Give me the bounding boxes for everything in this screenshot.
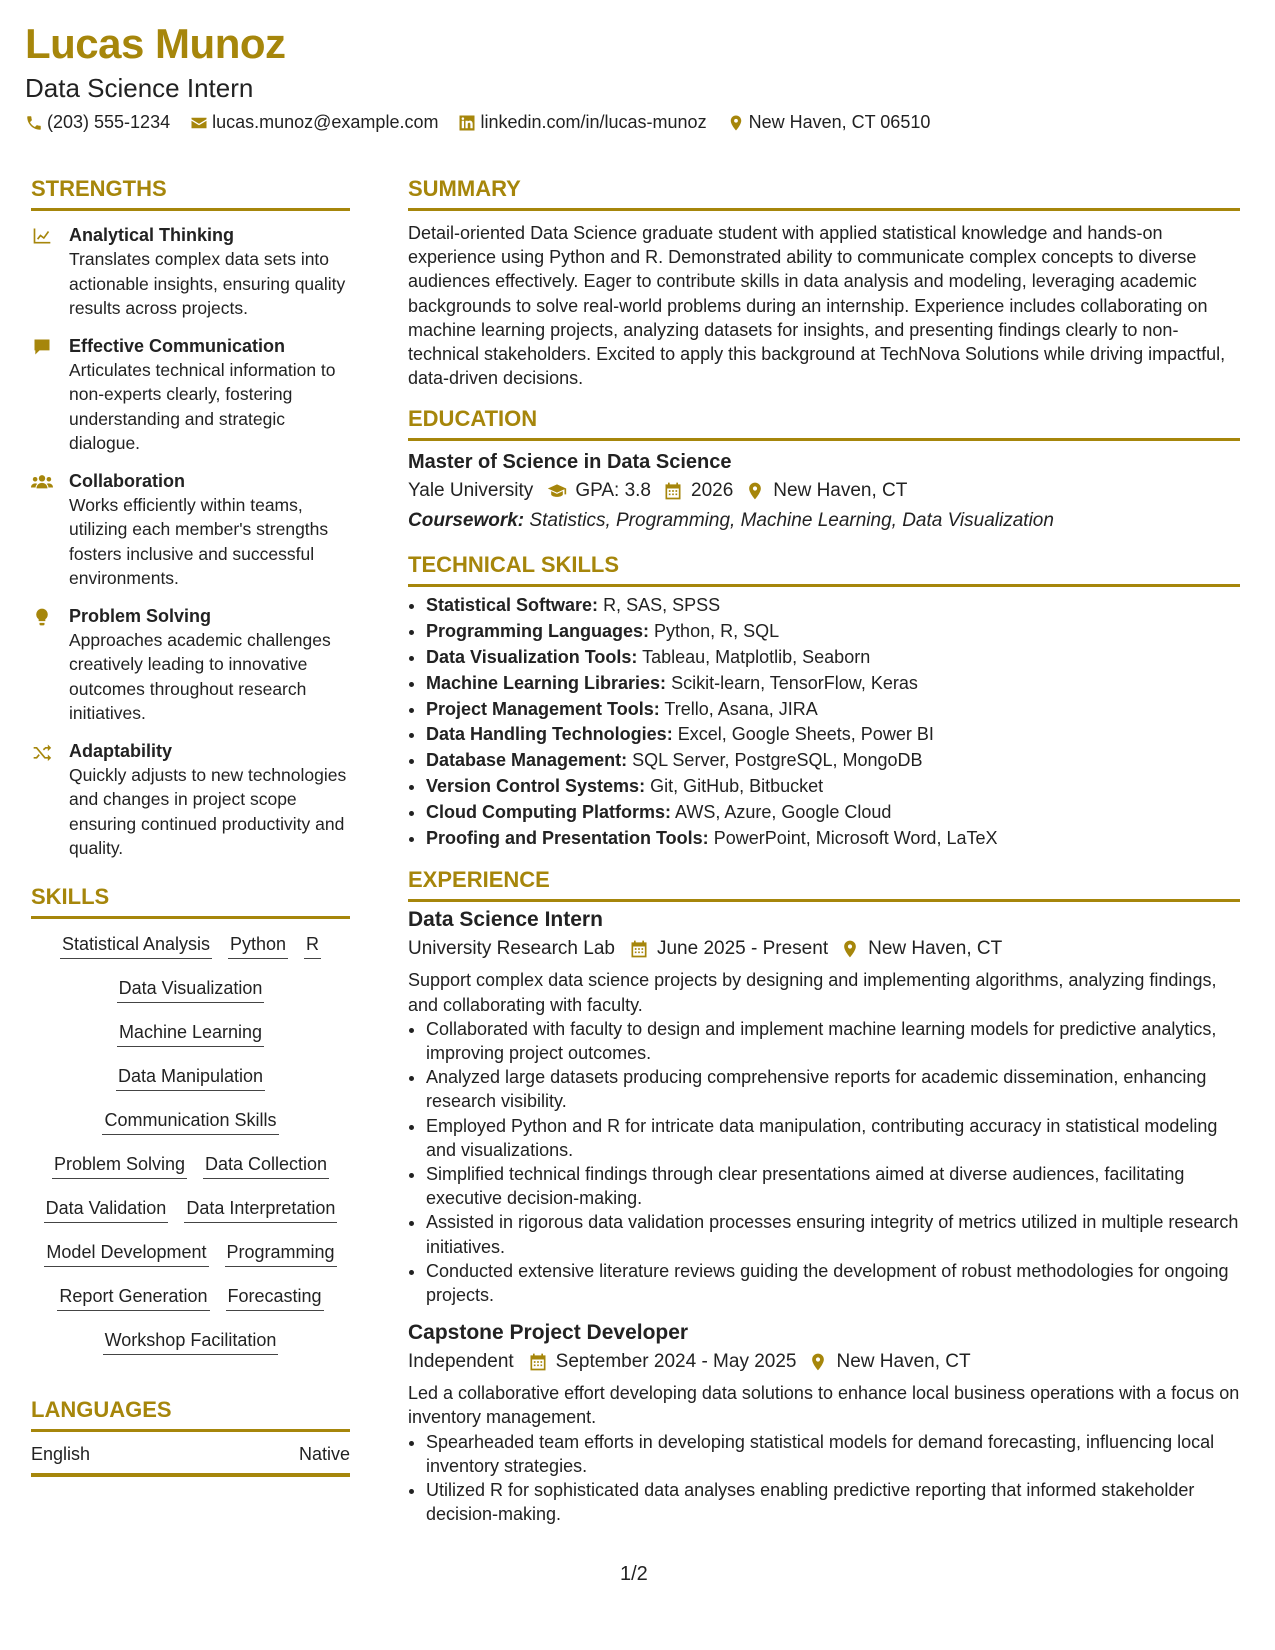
skill-value: Trello, Asana, JIRA bbox=[664, 698, 818, 719]
gpa-text: GPA: 3.8 bbox=[575, 480, 651, 502]
strengths-heading: STRENGTHS bbox=[31, 176, 350, 211]
strengths-list bbox=[31, 221, 350, 861]
skill-value: Scikit-learn, TensorFlow, Keras bbox=[671, 672, 918, 693]
skill-value: Git, GitHub, Bitbucket bbox=[650, 776, 824, 796]
contact-location bbox=[727, 112, 931, 133]
strength-desc: Articulates technical information to non-experts clearly, fostering understanding and strategic dialogue. bbox=[69, 359, 336, 453]
list-item: • Assisted in rigorous data validation processes ensuring integrity of metrics utilized in multiple research initiatives. bbox=[426, 1210, 1240, 1258]
skill-label: Project Management Tools: bbox=[426, 698, 660, 719]
skill-label: Data Handling Technologies: bbox=[426, 724, 673, 745]
job-bullets bbox=[408, 1430, 1240, 1527]
job-location: New Haven, CT bbox=[836, 1351, 971, 1373]
skill-tag: Workshop Facilitation bbox=[103, 1330, 279, 1355]
skill-label: Cloud Computing Platforms: bbox=[426, 801, 671, 822]
list-item bbox=[426, 619, 1240, 645]
list-item: • Simplified technical findings through clear presentations aimed at diverse audiences, facilitating executive decision-making. bbox=[426, 1162, 1240, 1210]
skill-tag: Report Generation bbox=[57, 1286, 209, 1311]
candidate-title: Data Science Intern bbox=[25, 73, 254, 103]
skill-tag: Communication Skills bbox=[102, 1110, 278, 1135]
strength-desc: Quickly adjusts to new technologies and changes in project scope ensuring continued productivity and quality. bbox=[69, 764, 347, 858]
calendar-icon bbox=[528, 1352, 548, 1372]
list-item: • Conducted extensive literature reviews guiding the development of robust methodologies for ongoing projects. bbox=[426, 1259, 1240, 1307]
list-item: • Analyzed large datasets producing comprehensive reports for academic dissemination, enhancing research visibility. bbox=[426, 1065, 1240, 1113]
job-meta bbox=[408, 1351, 1240, 1373]
strength-title: Analytical Thinking bbox=[69, 225, 235, 245]
skill-tag: Data Manipulation bbox=[116, 1066, 265, 1091]
phone-icon bbox=[25, 114, 43, 132]
strength-desc: Translates complex data sets into actionable insights, ensuring quality results across projects. bbox=[69, 249, 346, 318]
map-pin-icon bbox=[727, 114, 745, 132]
list-item bbox=[426, 697, 1240, 723]
contact-bar bbox=[25, 112, 950, 133]
skill-tag: Data Visualization bbox=[117, 978, 265, 1003]
strength-title: Adaptability bbox=[69, 740, 173, 761]
skill-value: Excel, Google Sheets, Power BI bbox=[677, 724, 934, 745]
skill-tag: R bbox=[304, 934, 321, 959]
linkedin-text[interactable]: linkedin.com/in/lucas-munoz bbox=[480, 112, 707, 132]
skill-tag: Problem Solving bbox=[52, 1154, 187, 1179]
job-title: Capstone Project Developer bbox=[408, 1321, 689, 1345]
left-column bbox=[31, 176, 350, 1477]
shuffle-icon bbox=[31, 742, 53, 762]
skills-tag-cloud bbox=[31, 929, 350, 1369]
phone-text: (203) 555-1234 bbox=[47, 112, 171, 132]
job-org: Independent bbox=[408, 1351, 514, 1373]
right-column bbox=[408, 176, 1240, 1526]
experience-heading: EXPERIENCE bbox=[408, 867, 1240, 902]
skill-tag: Forecasting bbox=[226, 1286, 324, 1311]
list-item: • Utilized R for sophisticated data analyses enabling predictive reporting that informed stakeholder decision-making. bbox=[426, 1478, 1240, 1526]
job-entry bbox=[408, 1321, 1240, 1526]
skill-label: Version Control Systems: bbox=[426, 776, 646, 796]
skill-tag: Data Validation bbox=[44, 1198, 169, 1223]
email-text[interactable]: lucas.munoz@example.com bbox=[212, 112, 439, 132]
map-pin-icon bbox=[840, 939, 860, 959]
skill-value: Tableau, Matplotlib, Seaborn bbox=[642, 647, 871, 668]
contact-linkedin[interactable] bbox=[458, 112, 706, 133]
skill-tag: Statistical Analysis bbox=[60, 934, 212, 959]
skill-label: Machine Learning Libraries: bbox=[426, 672, 667, 693]
list-item bbox=[426, 800, 1240, 826]
strength-title: Collaboration bbox=[69, 470, 185, 491]
job-entry bbox=[408, 908, 1240, 1307]
list-item bbox=[426, 774, 1240, 800]
list-item bbox=[426, 722, 1240, 748]
linkedin-icon bbox=[458, 114, 476, 132]
contact-email[interactable] bbox=[190, 112, 438, 133]
skill-tag: Machine Learning bbox=[117, 1022, 264, 1047]
skill-label: Data Visualization Tools: bbox=[426, 647, 638, 668]
strength-item bbox=[31, 334, 350, 456]
strength-desc: Approaches academic challenges creatively leading to innovative outcomes throughout research initiatives. bbox=[69, 629, 331, 723]
degree-title: Master of Science in Data Science bbox=[408, 451, 732, 474]
strength-item bbox=[31, 604, 350, 726]
graduation-cap-icon bbox=[547, 481, 567, 501]
skill-tag: Programming bbox=[225, 1242, 337, 1267]
skill-value: SQL Server, PostgreSQL, MongoDB bbox=[632, 750, 923, 771]
job-dates: September 2024 - May 2025 bbox=[555, 1351, 797, 1373]
skill-label: Database Management: bbox=[426, 750, 628, 771]
job-meta bbox=[408, 938, 1240, 960]
page-number: 1/2 bbox=[620, 1563, 648, 1585]
education-location: New Haven, CT bbox=[773, 480, 908, 502]
strength-title: Effective Communication bbox=[69, 335, 286, 356]
strength-title: Problem Solving bbox=[69, 605, 212, 626]
coursework-list: Statistics, Programming, Machine Learning, Data Visualization bbox=[529, 510, 1054, 532]
education-heading: EDUCATION bbox=[408, 406, 1240, 441]
strength-item bbox=[31, 739, 350, 861]
technical-skills-list bbox=[408, 593, 1240, 851]
language-name: English bbox=[31, 1443, 91, 1464]
skill-tag: Data Collection bbox=[203, 1154, 329, 1179]
calendar-icon bbox=[663, 481, 683, 501]
job-dates: June 2025 - Present bbox=[656, 938, 829, 960]
technical-skills-heading: TECHNICAL SKILLS bbox=[408, 552, 1240, 587]
job-org: University Research Lab bbox=[408, 938, 615, 960]
skill-value: Python, R, SQL bbox=[654, 621, 780, 642]
skill-value: PowerPoint, Microsoft Word, LaTeX bbox=[713, 827, 998, 848]
list-item bbox=[426, 748, 1240, 774]
skill-tag: Model Development bbox=[44, 1242, 208, 1267]
language-level: Native bbox=[298, 1443, 350, 1464]
list-item bbox=[426, 826, 1240, 852]
strength-item bbox=[31, 223, 350, 321]
skill-label: Proofing and Presentation Tools: bbox=[426, 827, 709, 848]
lightbulb-icon bbox=[31, 607, 53, 627]
users-icon bbox=[31, 472, 53, 492]
candidate-name: Lucas Munoz bbox=[25, 20, 286, 67]
list-item bbox=[426, 593, 1240, 619]
summary-text: Detail-oriented Data Science graduate student with applied statistical knowledge and hands-on experience using Python and R. Demonstrated ability to communicate complex concepts to diverse audiences effectively. Eager to contribute skills in data analysis and modeling, leveraging academic backgrounds to solve real-world problems during an internship. Experience includes collaborating on machine learning projects, analyzing datasets for insights, and presenting findings clearly to non-technical stakeholders. Excited to apply this background at TechNova Solutions while driving impactful, data-driven decisions. bbox=[408, 223, 1226, 389]
map-pin-icon bbox=[745, 481, 765, 501]
list-item: • Employed Python and R for intricate data manipulation, contributing accuracy in statistical modeling and visualizations. bbox=[426, 1114, 1240, 1162]
skills-heading: SKILLS bbox=[31, 884, 350, 919]
coursework-label: Coursework: bbox=[408, 510, 525, 532]
calendar-icon bbox=[629, 939, 649, 959]
language-row bbox=[31, 1432, 350, 1477]
list-item: • Spearheaded team efforts in developing statistical models for demand forecasting, influencing local inventory strategies. bbox=[426, 1430, 1240, 1478]
job-title: Data Science Intern bbox=[408, 908, 603, 932]
location-text: New Haven, CT 06510 bbox=[748, 112, 931, 132]
envelope-icon bbox=[190, 114, 208, 132]
summary-heading: SUMMARY bbox=[408, 176, 1240, 211]
list-item bbox=[426, 671, 1240, 697]
skill-value: R, SAS, SPSS bbox=[603, 595, 721, 616]
skill-value: AWS, Azure, Google Cloud bbox=[675, 801, 892, 822]
graduation-year: 2026 bbox=[691, 480, 734, 502]
education-meta bbox=[408, 480, 1240, 502]
skill-tag: Data Interpretation bbox=[184, 1198, 337, 1223]
skill-label: Statistical Software: bbox=[426, 595, 599, 616]
coursework-line bbox=[408, 510, 1240, 532]
speech-bubble-icon bbox=[31, 337, 53, 357]
list-item bbox=[426, 645, 1240, 671]
job-location: New Haven, CT bbox=[868, 938, 1003, 960]
strength-item bbox=[31, 469, 350, 591]
skill-tag: Python bbox=[228, 934, 288, 959]
strength-desc: Works efficiently within teams, utilizing each member's strengths fosters inclusive and successful environments. bbox=[69, 494, 329, 588]
job-description: Led a collaborative effort developing data solutions to enhance local business operations with a focus on inventory management. bbox=[408, 1383, 1240, 1428]
job-bullets bbox=[408, 1017, 1240, 1307]
map-pin-icon bbox=[808, 1352, 828, 1372]
chart-line-icon bbox=[31, 226, 53, 246]
languages-heading: LANGUAGES bbox=[31, 1397, 350, 1432]
contact-phone bbox=[25, 112, 170, 133]
school-name: Yale University bbox=[408, 480, 534, 502]
skill-label: Programming Languages: bbox=[426, 621, 650, 642]
job-description: Support complex data science projects by designing and implementing algorithms, analyzing findings, and collaborating with faculty. bbox=[408, 970, 1217, 1015]
list-item: • Collaborated with faculty to design and implement machine learning models for predictive analytics, improving project outcomes. bbox=[426, 1017, 1240, 1065]
